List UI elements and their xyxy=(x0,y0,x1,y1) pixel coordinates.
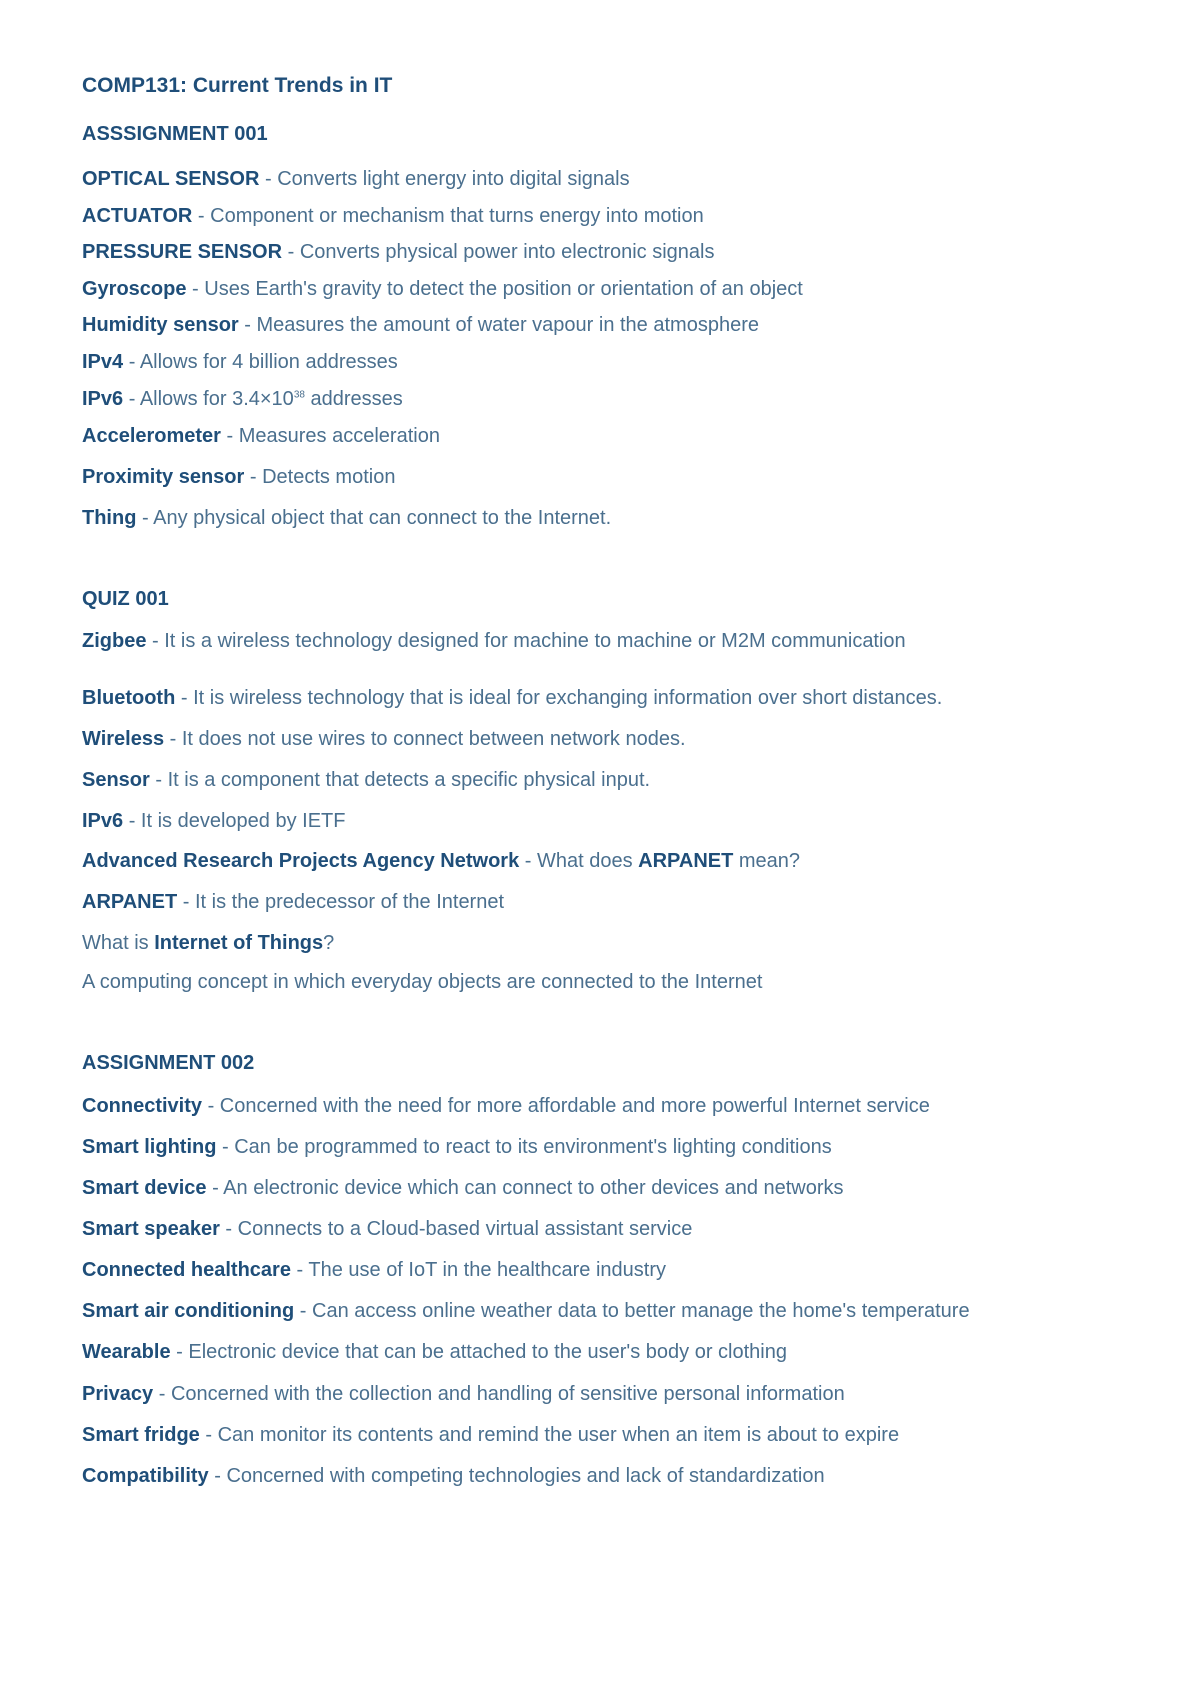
definition-term: ACTUATOR xyxy=(82,205,193,227)
definition-item xyxy=(82,1423,899,1447)
quiz-text: - It does not use wires to connect between network nodes. xyxy=(164,728,686,750)
definition-term: Proximity sensor xyxy=(82,466,245,488)
definition-text: - Allows for 4 billion addresses xyxy=(123,351,398,373)
definition-item xyxy=(82,1340,787,1364)
definition-text: - Concerned with the need for more affordable and more powerful Internet service xyxy=(202,1095,930,1117)
question-text: What is xyxy=(82,932,155,954)
definition-item xyxy=(82,1135,832,1159)
definition-item xyxy=(82,506,611,530)
quiz-text: - It is a wireless technology designed for machine to machine or M2M communication xyxy=(146,630,906,652)
definition-item xyxy=(82,1299,970,1323)
definition-term: PRESSURE SENSOR xyxy=(82,241,283,263)
definition-item xyxy=(82,465,395,489)
definition-text: - Allows for 3.4×10 xyxy=(123,388,294,410)
definition-item xyxy=(82,1176,844,1200)
quiz-text-bold: ARPANET xyxy=(638,850,734,872)
definition-text: - Can monitor its contents and remind the user when an item is about to expire xyxy=(199,1424,900,1446)
document-title: COMP131: Current Trends in IT xyxy=(82,74,393,97)
quiz-term: Bluetooth xyxy=(82,687,176,709)
definition-term: OPTICAL SENSOR xyxy=(82,168,260,190)
quiz-text: mean? xyxy=(733,850,801,872)
definition-text: - Connects to a Cloud-based virtual assistant service xyxy=(219,1218,693,1240)
definition-item xyxy=(82,1464,825,1488)
definition-text: - Electronic device that can be attached to the user's body or clothing xyxy=(170,1341,787,1363)
definition-item xyxy=(82,167,630,191)
definition-term: IPv4 xyxy=(82,351,124,373)
definition-item xyxy=(82,240,714,264)
definition-item xyxy=(82,1094,930,1118)
definition-term: Privacy xyxy=(82,1383,154,1405)
quiz-item xyxy=(82,849,800,873)
definition-text: - An electronic device which can connect to other devices and networks xyxy=(206,1177,844,1199)
definition-item xyxy=(82,1382,845,1406)
definition-item xyxy=(82,387,403,411)
quiz-term: Wireless xyxy=(82,728,165,750)
definition-term: Connected healthcare xyxy=(82,1259,291,1281)
definition-term: Compatibility xyxy=(82,1465,209,1487)
definition-text: addresses xyxy=(304,388,403,410)
definition-text: - Measures acceleration xyxy=(220,425,440,447)
definition-text: - Component or mechanism that turns energy into motion xyxy=(192,205,704,227)
quiz-question xyxy=(82,931,334,955)
quiz-term: Sensor xyxy=(82,769,150,791)
assignment-001-heading: ASSSIGNMENT 001 xyxy=(82,123,268,145)
definition-text: - Detects motion xyxy=(244,466,396,488)
quiz-item xyxy=(82,809,345,833)
quiz-term: Advanced Research Projects Agency Network xyxy=(82,850,520,872)
definition-text: - Converts physical power into electronic signals xyxy=(282,241,715,263)
definition-item xyxy=(82,204,704,228)
definition-text: - Concerned with the collection and handling of sensitive personal information xyxy=(153,1383,845,1405)
definition-item xyxy=(82,313,759,337)
definition-item xyxy=(82,1217,692,1241)
quiz-text: - It is developed by IETF xyxy=(123,810,346,832)
definition-item xyxy=(82,350,398,374)
definition-term: Accelerometer xyxy=(82,425,221,447)
definition-term: Smart fridge xyxy=(82,1424,200,1446)
quiz-item xyxy=(82,768,650,792)
definition-item xyxy=(82,424,440,448)
definition-item xyxy=(82,277,803,301)
definition-term: Connectivity xyxy=(82,1095,203,1117)
quiz-item xyxy=(82,629,906,653)
quiz-term: ARPANET xyxy=(82,891,178,913)
definition-text: - Can access online weather data to better manage the home's temperature xyxy=(294,1300,970,1322)
quiz-text: - It is the predecessor of the Internet xyxy=(177,891,505,913)
exponent: 38 xyxy=(293,389,305,401)
quiz-item xyxy=(82,686,942,710)
quiz-text: - It is wireless technology that is ideal for exchanging information over short distances. xyxy=(175,687,943,709)
quiz-001-heading: QUIZ 001 xyxy=(82,588,169,610)
definition-term: Wearable xyxy=(82,1341,171,1363)
definition-term: Thing xyxy=(82,507,137,529)
quiz-term: Zigbee xyxy=(82,630,147,652)
definition-term: Gyroscope xyxy=(82,278,187,300)
quiz-term: IPv6 xyxy=(82,810,124,832)
quiz-item xyxy=(82,727,686,751)
quiz-text: - What does xyxy=(519,850,639,872)
definition-item xyxy=(82,1258,666,1282)
definition-term: Smart air conditioning xyxy=(82,1300,295,1322)
assignment-002-heading: ASSIGNMENT 002 xyxy=(82,1052,255,1074)
definition-text: - Uses Earth's gravity to detect the position or orientation of an object xyxy=(186,278,803,300)
definition-text: - Measures the amount of water vapour in the atmosphere xyxy=(238,314,759,336)
definition-term: Smart device xyxy=(82,1177,207,1199)
quiz-item xyxy=(82,890,504,914)
question-text: ? xyxy=(323,932,335,954)
definition-term: IPv6 xyxy=(82,388,124,410)
definition-term: Smart lighting xyxy=(82,1136,217,1158)
definition-text: - The use of IoT in the healthcare industry xyxy=(290,1259,666,1281)
definition-term: Humidity sensor xyxy=(82,314,239,336)
quiz-answer: A computing concept in which everyday objects are connected to the Internet xyxy=(82,971,763,993)
definition-text: - Can be programmed to react to its environment's lighting conditions xyxy=(216,1136,832,1158)
definition-term: Smart speaker xyxy=(82,1218,220,1240)
definition-text: - Any physical object that can connect to the Internet. xyxy=(136,507,612,529)
definition-text: - Converts light energy into digital signals xyxy=(259,168,630,190)
question-term: Internet of Things xyxy=(154,932,324,954)
definition-text: - Concerned with competing technologies and lack of standardization xyxy=(208,1465,825,1487)
quiz-text: - It is a component that detects a specific physical input. xyxy=(149,769,651,791)
